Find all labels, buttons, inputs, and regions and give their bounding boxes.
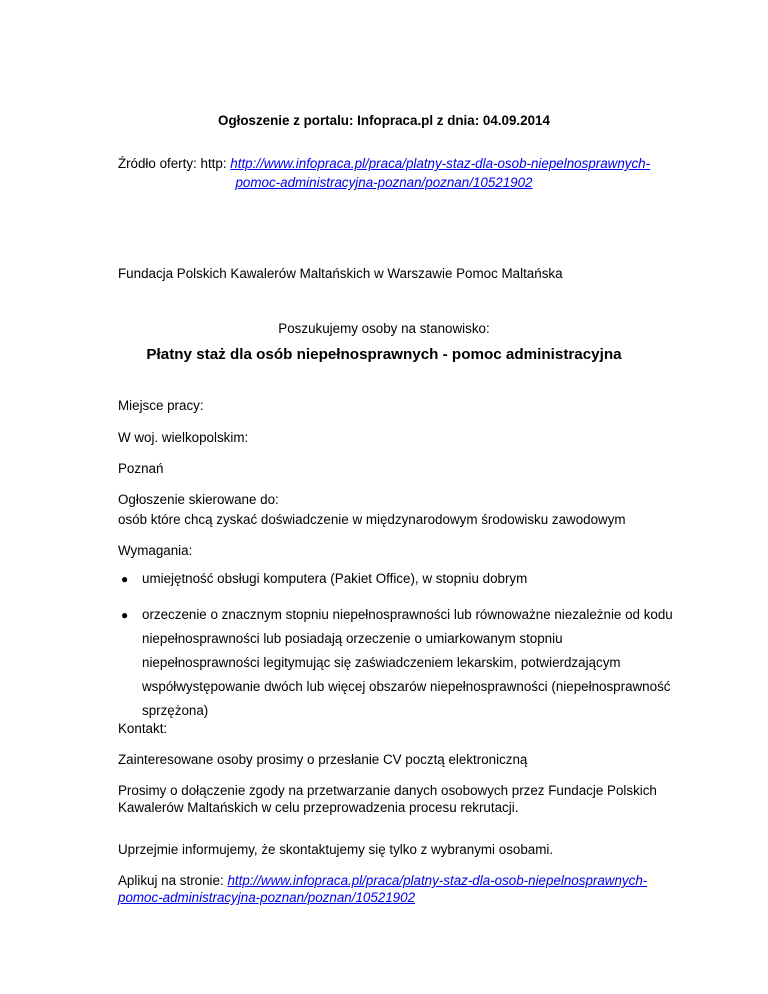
bullet-icon: ● <box>121 572 129 586</box>
requirement-item <box>118 603 678 723</box>
organization-name: Fundacja Polskich Kawalerów Maltańskich w Warszawie Pomoc Maltańska <box>118 266 563 281</box>
apply-link-part-1[interactable]: http://www.infopraca.pl/praca/platny-staz-dla-osob-niepelnosprawnych- <box>227 873 648 888</box>
apply-label: Aplikuj na stronie: <box>118 873 224 888</box>
requirements-list <box>118 567 678 723</box>
notice-text: Uprzejmie informujemy, że skontaktujemy się tylko z wybranymi osobami. <box>118 842 554 857</box>
bullet-icon: ● <box>121 608 129 622</box>
source-link[interactable] <box>230 156 650 190</box>
location-city: Poznań <box>118 461 164 476</box>
source-line <box>0 154 768 192</box>
consent-text: Prosimy o dołączenie zgody na przetwarzanie danych osobowych przez Fundacje Polskich Kawalerów Maltańskich w celu przeprowadzenia procesu rekrutacji. <box>118 783 657 815</box>
requirement-text: umiejętność obsługi komputera (Pakiet Office), w stopniu dobrym <box>142 571 528 586</box>
location-region: W woj. wielkopolskim: <box>118 430 249 445</box>
requirements-label: Wymagania: <box>118 543 193 558</box>
source-label: Źródło oferty: http: <box>117 156 227 171</box>
audience-label: Ogłoszenie skierowane do: <box>118 492 279 507</box>
requirement-text: orzeczenie o znacznym stopniu niepełnosprawności lub równoważne niezależnie od kodu niepełnosprawności lub posiadają orzeczenie o umiarkowanym stopniu niepełnosprawności legitymując się zaświadczeniem lekarskim, potwierdzającym współwystępowanie dwóch lub więcej obszarów niepełnosprawności (niepełnosprawność sprzężona) <box>142 607 673 718</box>
job-title: Płatny staż dla osób niepełnosprawnych - pomoc administracyjna <box>146 346 622 363</box>
apply-line <box>118 872 678 906</box>
document-header: Ogłoszenie z portalu: Infopraca.pl z dnia: 04.09.2014 <box>218 113 550 128</box>
source-link-part-2[interactable]: pomoc-administracyjna-poznan/poznan/10521902 <box>235 175 533 190</box>
audience-text: osób które chcą zyskać doświadczenie w międzynarodowym środowisku zawodowym <box>118 512 626 527</box>
source-link-part-1[interactable]: http://www.infopraca.pl/praca/platny-staz-dla-osob-niepelnosprawnych- <box>230 156 651 171</box>
contact-label: Kontakt: <box>118 721 168 736</box>
contact-cv-text: Zainteresowane osoby prosimy o przesłanie CV pocztą elektroniczną <box>118 752 528 767</box>
requirement-item <box>118 567 678 591</box>
seeking-text: Poszukujemy osoby na stanowisko: <box>278 321 490 336</box>
apply-link-part-2[interactable]: pomoc-administracyjna-poznan/poznan/10521902 <box>118 890 416 905</box>
location-label: Miejsce pracy: <box>118 398 204 413</box>
